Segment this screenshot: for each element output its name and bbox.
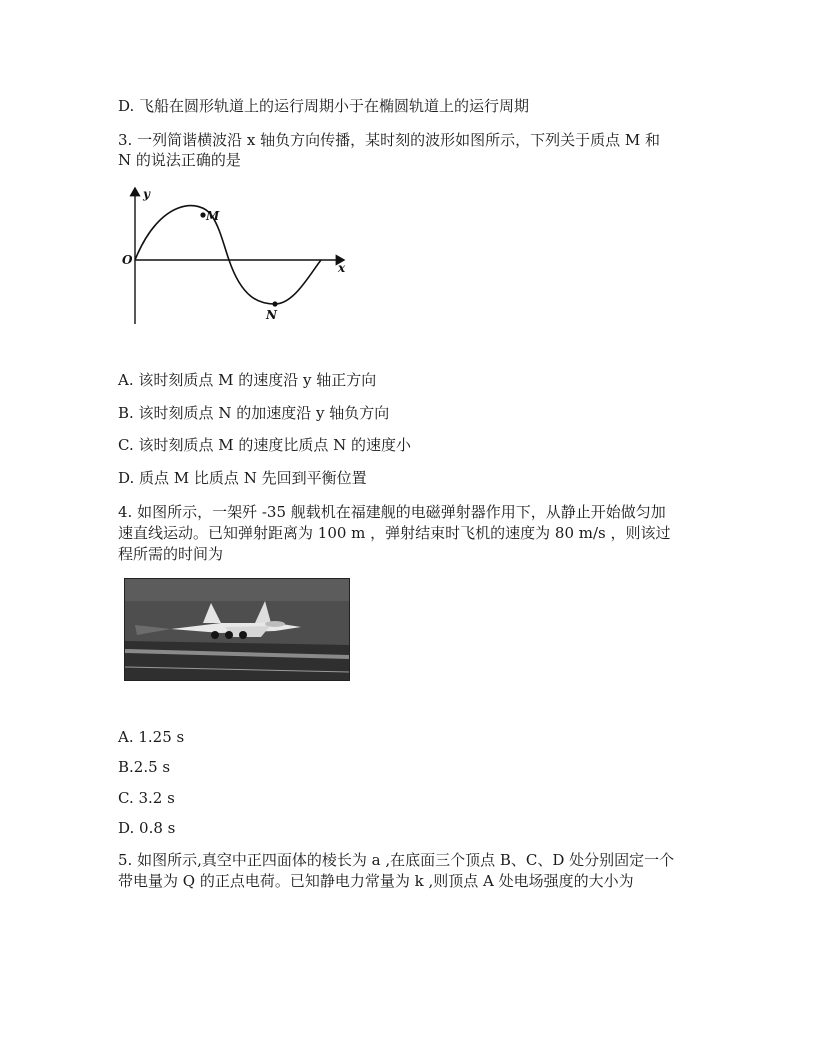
q3-option-b: B. 该时刻质点 N 的加速度沿 y 轴负方向 xyxy=(118,404,390,422)
point-n-label: N xyxy=(266,308,277,322)
q5-stem-line-1: 5. 如图所示,真空中正四面体的棱长为 a ,在底面三个顶点 B、C、D 处分别固定一个 xyxy=(118,851,675,869)
q4-option-d: D. 0.8 s xyxy=(118,819,176,837)
wave-curve xyxy=(135,206,321,304)
point-n xyxy=(272,301,277,306)
q4-option-a: A. 1.25 s xyxy=(118,728,185,746)
wave-graph-svg xyxy=(118,182,358,332)
point-m xyxy=(200,212,205,217)
q4-stem-line-2: 速直线运动。已知弹射距离为 100 m ，弹射结束时飞机的速度为 80 m/s ，则该过 xyxy=(118,524,671,542)
q3-stem-line-2: N 的说法正确的是 xyxy=(118,151,241,169)
x-axis-label: x xyxy=(338,261,346,275)
q4-option-b: B.2.5 s xyxy=(118,758,171,776)
q3-option-d: D. 质点 M 比质点 N 先回到平衡位置 xyxy=(118,469,367,487)
point-m-label: M xyxy=(206,209,220,223)
q3-option-c: C. 该时刻质点 M 的速度比质点 N 的速度小 xyxy=(118,436,412,454)
q4-stem-line-3: 程所需的时间为 xyxy=(118,545,224,563)
q2-option-d: D. 飞船在圆形轨道上的运行周期小于在椭圆轨道上的运行周期 xyxy=(118,97,530,115)
carrier-jet-photo xyxy=(124,578,350,681)
q4-option-c: C. 3.2 s xyxy=(118,789,175,807)
y-axis-label: y xyxy=(143,187,150,201)
q4-stem-line-1: 4. 如图所示，一架歼 -35 舰载机在福建舰的电磁弹射器作用下，从静止开始做匀加 xyxy=(118,503,666,521)
carrier-jet-illustration xyxy=(125,579,349,680)
q3-option-a: A. 该时刻质点 M 的速度沿 y 轴正方向 xyxy=(118,371,377,389)
q5-stem-line-2: 带电量为 Q 的正点电荷。已知静电力常量为 k ,则顶点 A 处电场强度的大小为 xyxy=(118,872,634,890)
origin-label: O xyxy=(122,253,133,267)
q3-stem-line-1: 3. 一列简谐横波沿 x 轴负方向传播，某时刻的波形如图所示，下列关于质点 M 和 xyxy=(118,131,660,149)
wave-graph-figure xyxy=(118,182,358,332)
